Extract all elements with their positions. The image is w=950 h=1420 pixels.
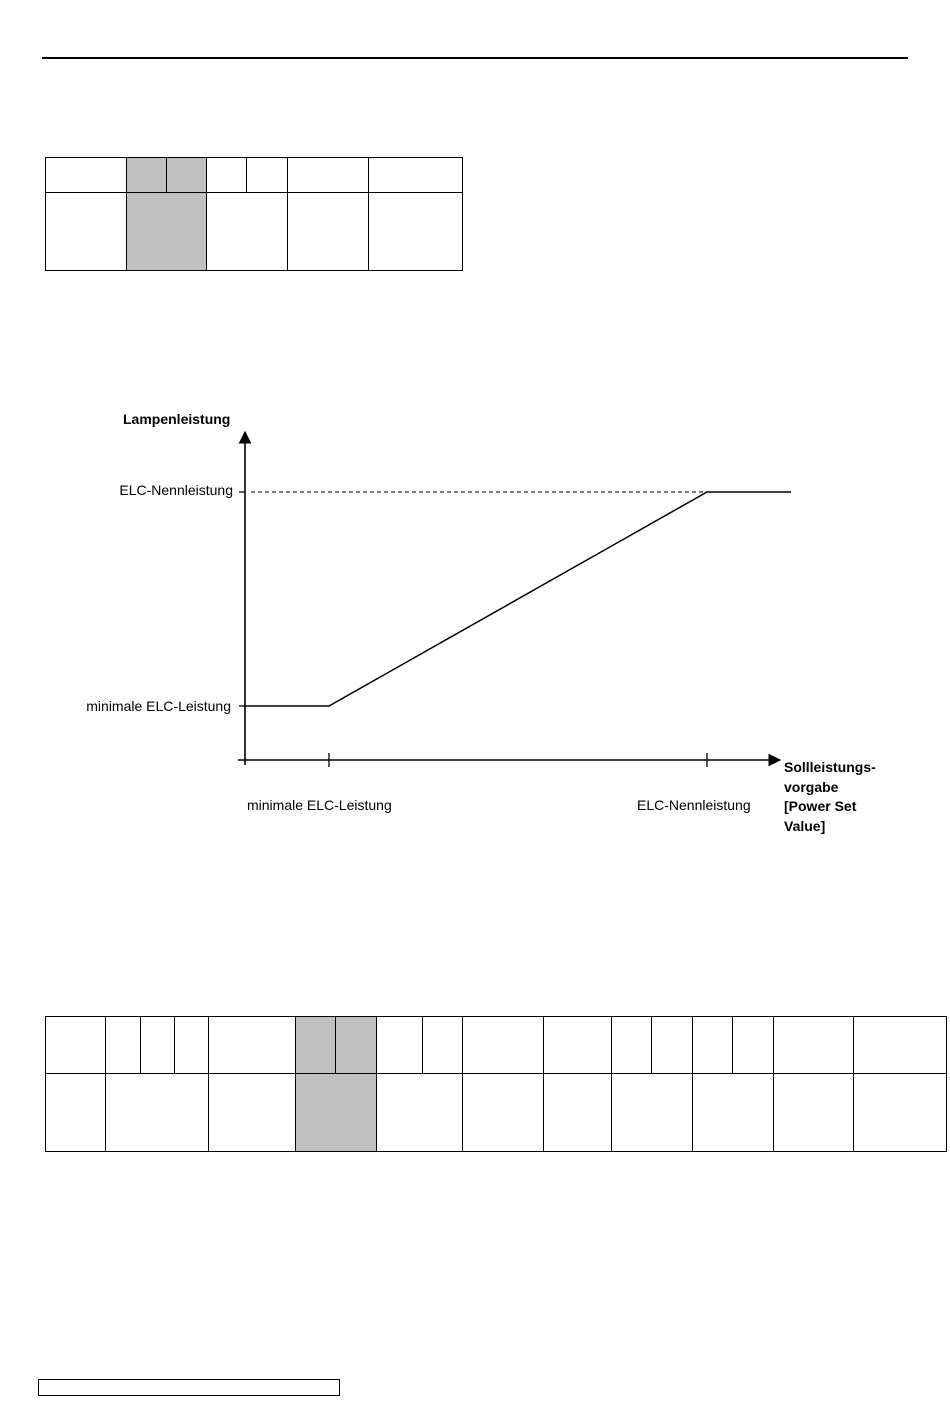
table-cell [46, 1017, 106, 1074]
x-axis-label [784, 759, 876, 834]
table-cell [141, 1017, 175, 1074]
table-cell [46, 1074, 106, 1151]
chart-marks [239, 492, 791, 767]
table-cell [544, 1017, 612, 1074]
table-cell [544, 1074, 612, 1151]
x-tick-label-minimum: minimale ELC-Leistung [247, 797, 392, 813]
table-cell [612, 1017, 652, 1074]
table-cell [693, 1017, 733, 1074]
y-tick-label-nominal: ELC-Nennleistung [119, 482, 233, 498]
x-axis-label-line: Value] [784, 818, 826, 834]
y-axis-label: Lampenleistung [123, 411, 231, 427]
table-cell [209, 1074, 296, 1151]
table-cell [423, 1017, 463, 1074]
table-cell [106, 1017, 141, 1074]
table-cell [854, 1017, 946, 1074]
x-axis-label-line: Sollleistungs- [784, 759, 876, 775]
table-cell-shaded [296, 1017, 336, 1074]
x-tick-label-nominal: ELC-Nennleistung [637, 797, 751, 813]
table-cell [733, 1017, 774, 1074]
footer-box [38, 1379, 340, 1396]
x-axis-label-line: [Power Set [784, 798, 857, 814]
table-cell [106, 1074, 209, 1151]
table-cell [209, 1017, 296, 1074]
table-cell [377, 1017, 423, 1074]
y-tick-label-minimum: minimale ELC-Leistung [86, 698, 231, 714]
table-cell [652, 1017, 693, 1074]
table-cell-shaded [296, 1074, 377, 1151]
register-table-2 [45, 1016, 947, 1152]
table-cell-shaded [336, 1017, 377, 1074]
table-cell [693, 1074, 774, 1151]
table-cell [774, 1074, 854, 1151]
table-cell [612, 1074, 693, 1151]
x-axis-label-line: vorgabe [784, 779, 839, 795]
table-cell [463, 1017, 544, 1074]
table-cell [463, 1074, 544, 1151]
table-cell [175, 1017, 209, 1074]
series-line [245, 492, 791, 706]
table-cell [774, 1017, 854, 1074]
table-cell [377, 1074, 463, 1151]
table-cell [854, 1074, 946, 1151]
